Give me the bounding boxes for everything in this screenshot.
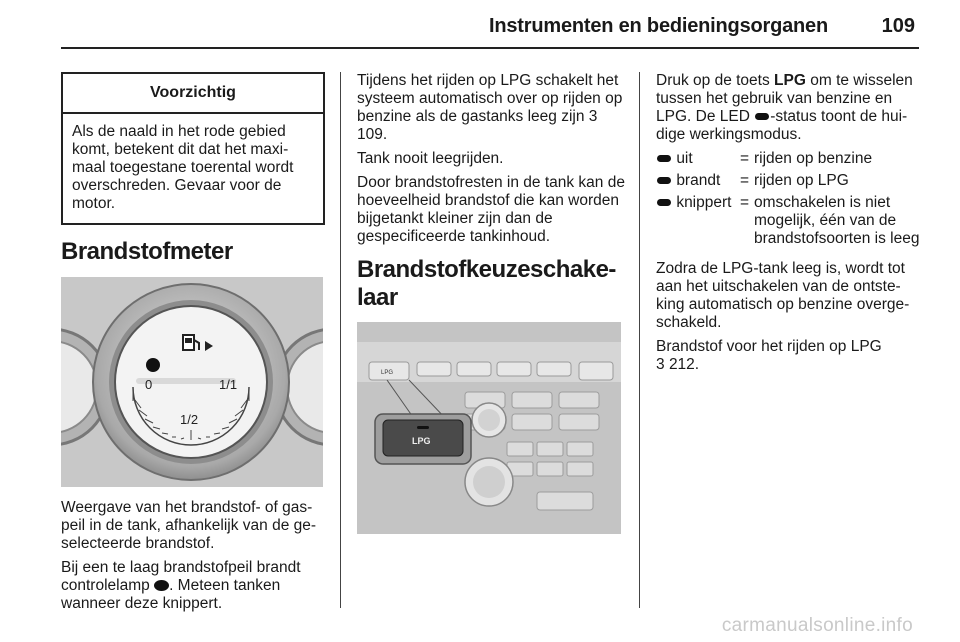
section-title-fuel-gauge: Brandstofmeter xyxy=(61,238,233,265)
fuel-gauge-description: Weergave van het brandstof- of gas-peil in de tank, afhankelijk van de ge-selecteerde brandstof. xyxy=(61,499,317,552)
fuel-residue-note: Door brandstofresten in de tank kan de hoeveelheid brandstof die kan worden bijgetankt kleiner zijn dan de gespecificeerde tankinhoud. xyxy=(357,174,625,245)
led-meaning: omschakelen is niet mogelijk, één van de brandstofsoorten is leeg xyxy=(754,194,920,247)
gauge-label-empty: 0 xyxy=(145,377,153,392)
column-right xyxy=(656,72,924,380)
caution-text: Als de naald in het rode gebied komt, betekent dit dat het maxi-maal toegestane toerental wordt overschreden. Gevaar voor de motor. xyxy=(72,123,294,212)
page-ref: 109. xyxy=(357,126,388,143)
led-status-row xyxy=(656,194,924,252)
header-rule xyxy=(61,47,919,49)
led-state-cell xyxy=(656,150,740,172)
lpg-button-small-label: LPG xyxy=(381,370,394,376)
watermark: carmanualsonline.info xyxy=(721,615,913,636)
column-divider-2 xyxy=(639,72,640,608)
led-status-row xyxy=(656,150,924,172)
fuel-selector-figure xyxy=(357,322,621,534)
low-fuel-warning-lamp xyxy=(146,358,160,372)
led-icon xyxy=(657,177,671,184)
led-state-cell xyxy=(656,172,740,194)
section-title-fuel-selector: Brandstofkeuzeschake-laar xyxy=(357,256,616,311)
lpg-key-intro-text: Druk op de toets xyxy=(656,72,770,89)
led-equals: = xyxy=(740,150,750,167)
lpg-auto-switch-text: Tijdens het rijden op LPG schakelt het systeem automatisch over op rijden op benzine als de gastanks leeg zijn xyxy=(357,72,623,125)
led-meaning: rijden op LPG xyxy=(754,172,849,189)
led-equals: = xyxy=(740,172,750,189)
column-left xyxy=(61,72,325,619)
page-ref-arrow-icon: 3 xyxy=(656,356,665,373)
gauge-label-full: 1/1 xyxy=(219,377,238,392)
tank-warning: Tank nooit leegrijden. xyxy=(357,150,504,167)
lpg-key-intro-middle: om te wisselen tussen het gebruik van benzine en LPG. De LED xyxy=(656,72,913,125)
page-number: 109 xyxy=(881,15,915,37)
lpg-led-icon xyxy=(417,426,429,429)
page-ref: 212. xyxy=(668,356,700,373)
page-header xyxy=(0,12,960,42)
fuel-gauge-illustration xyxy=(61,277,323,487)
caution-box xyxy=(61,72,325,225)
lpg-fuel-reference-text: Brandstof voor het rijden op LPG xyxy=(656,338,882,355)
caution-heading: Voorzichtig xyxy=(63,74,323,114)
column-divider-1 xyxy=(340,72,341,608)
lpg-auto-switch-paragraph xyxy=(357,72,625,144)
led-state: knippert xyxy=(676,194,732,211)
led-state-cell xyxy=(656,194,740,252)
fuel-gauge-warning-paragraph xyxy=(61,559,325,613)
lpg-key-name: LPG xyxy=(774,72,806,89)
led-meaning: rijden op benzine xyxy=(754,150,873,167)
fuel-warning-lamp-icon xyxy=(154,580,169,591)
lpg-button-large-label: LPG xyxy=(412,436,431,446)
lpg-key-intro-end: -status toont de hui-dige werkingsmodus. xyxy=(656,108,908,143)
led-state: uit xyxy=(676,150,693,167)
led-icon xyxy=(657,199,671,206)
fuel-gauge-figure xyxy=(61,277,323,487)
fuel-selector-illustration xyxy=(357,322,621,534)
led-equals: = xyxy=(740,194,750,211)
chapter-title: Instrumenten en bedieningsorganen xyxy=(489,15,828,37)
lpg-key-intro xyxy=(656,72,924,144)
led-icon xyxy=(657,155,671,162)
fuel-gauge-warning-text: Bij een te laag brandstofpeil brandt controlelamp xyxy=(61,559,301,594)
led-status-row xyxy=(656,172,924,194)
page-ref-arrow-icon: 3 xyxy=(588,108,598,125)
fuel-gauge-warning-text-end: . Meteen tanken wanneer deze knippert. xyxy=(61,577,281,612)
led-status-table xyxy=(656,150,924,252)
lpg-fuel-reference xyxy=(656,338,924,374)
lpg-empty-paragraph: Zodra de LPG-tank leeg is, wordt tot aan het uitschakelen van de ontste-king automatisch op benzine overge-schakeld. xyxy=(656,260,910,331)
column-middle xyxy=(357,72,625,534)
led-icon xyxy=(755,113,769,120)
led-state: brandt xyxy=(676,172,721,189)
gauge-label-half: 1/2 xyxy=(180,412,199,427)
